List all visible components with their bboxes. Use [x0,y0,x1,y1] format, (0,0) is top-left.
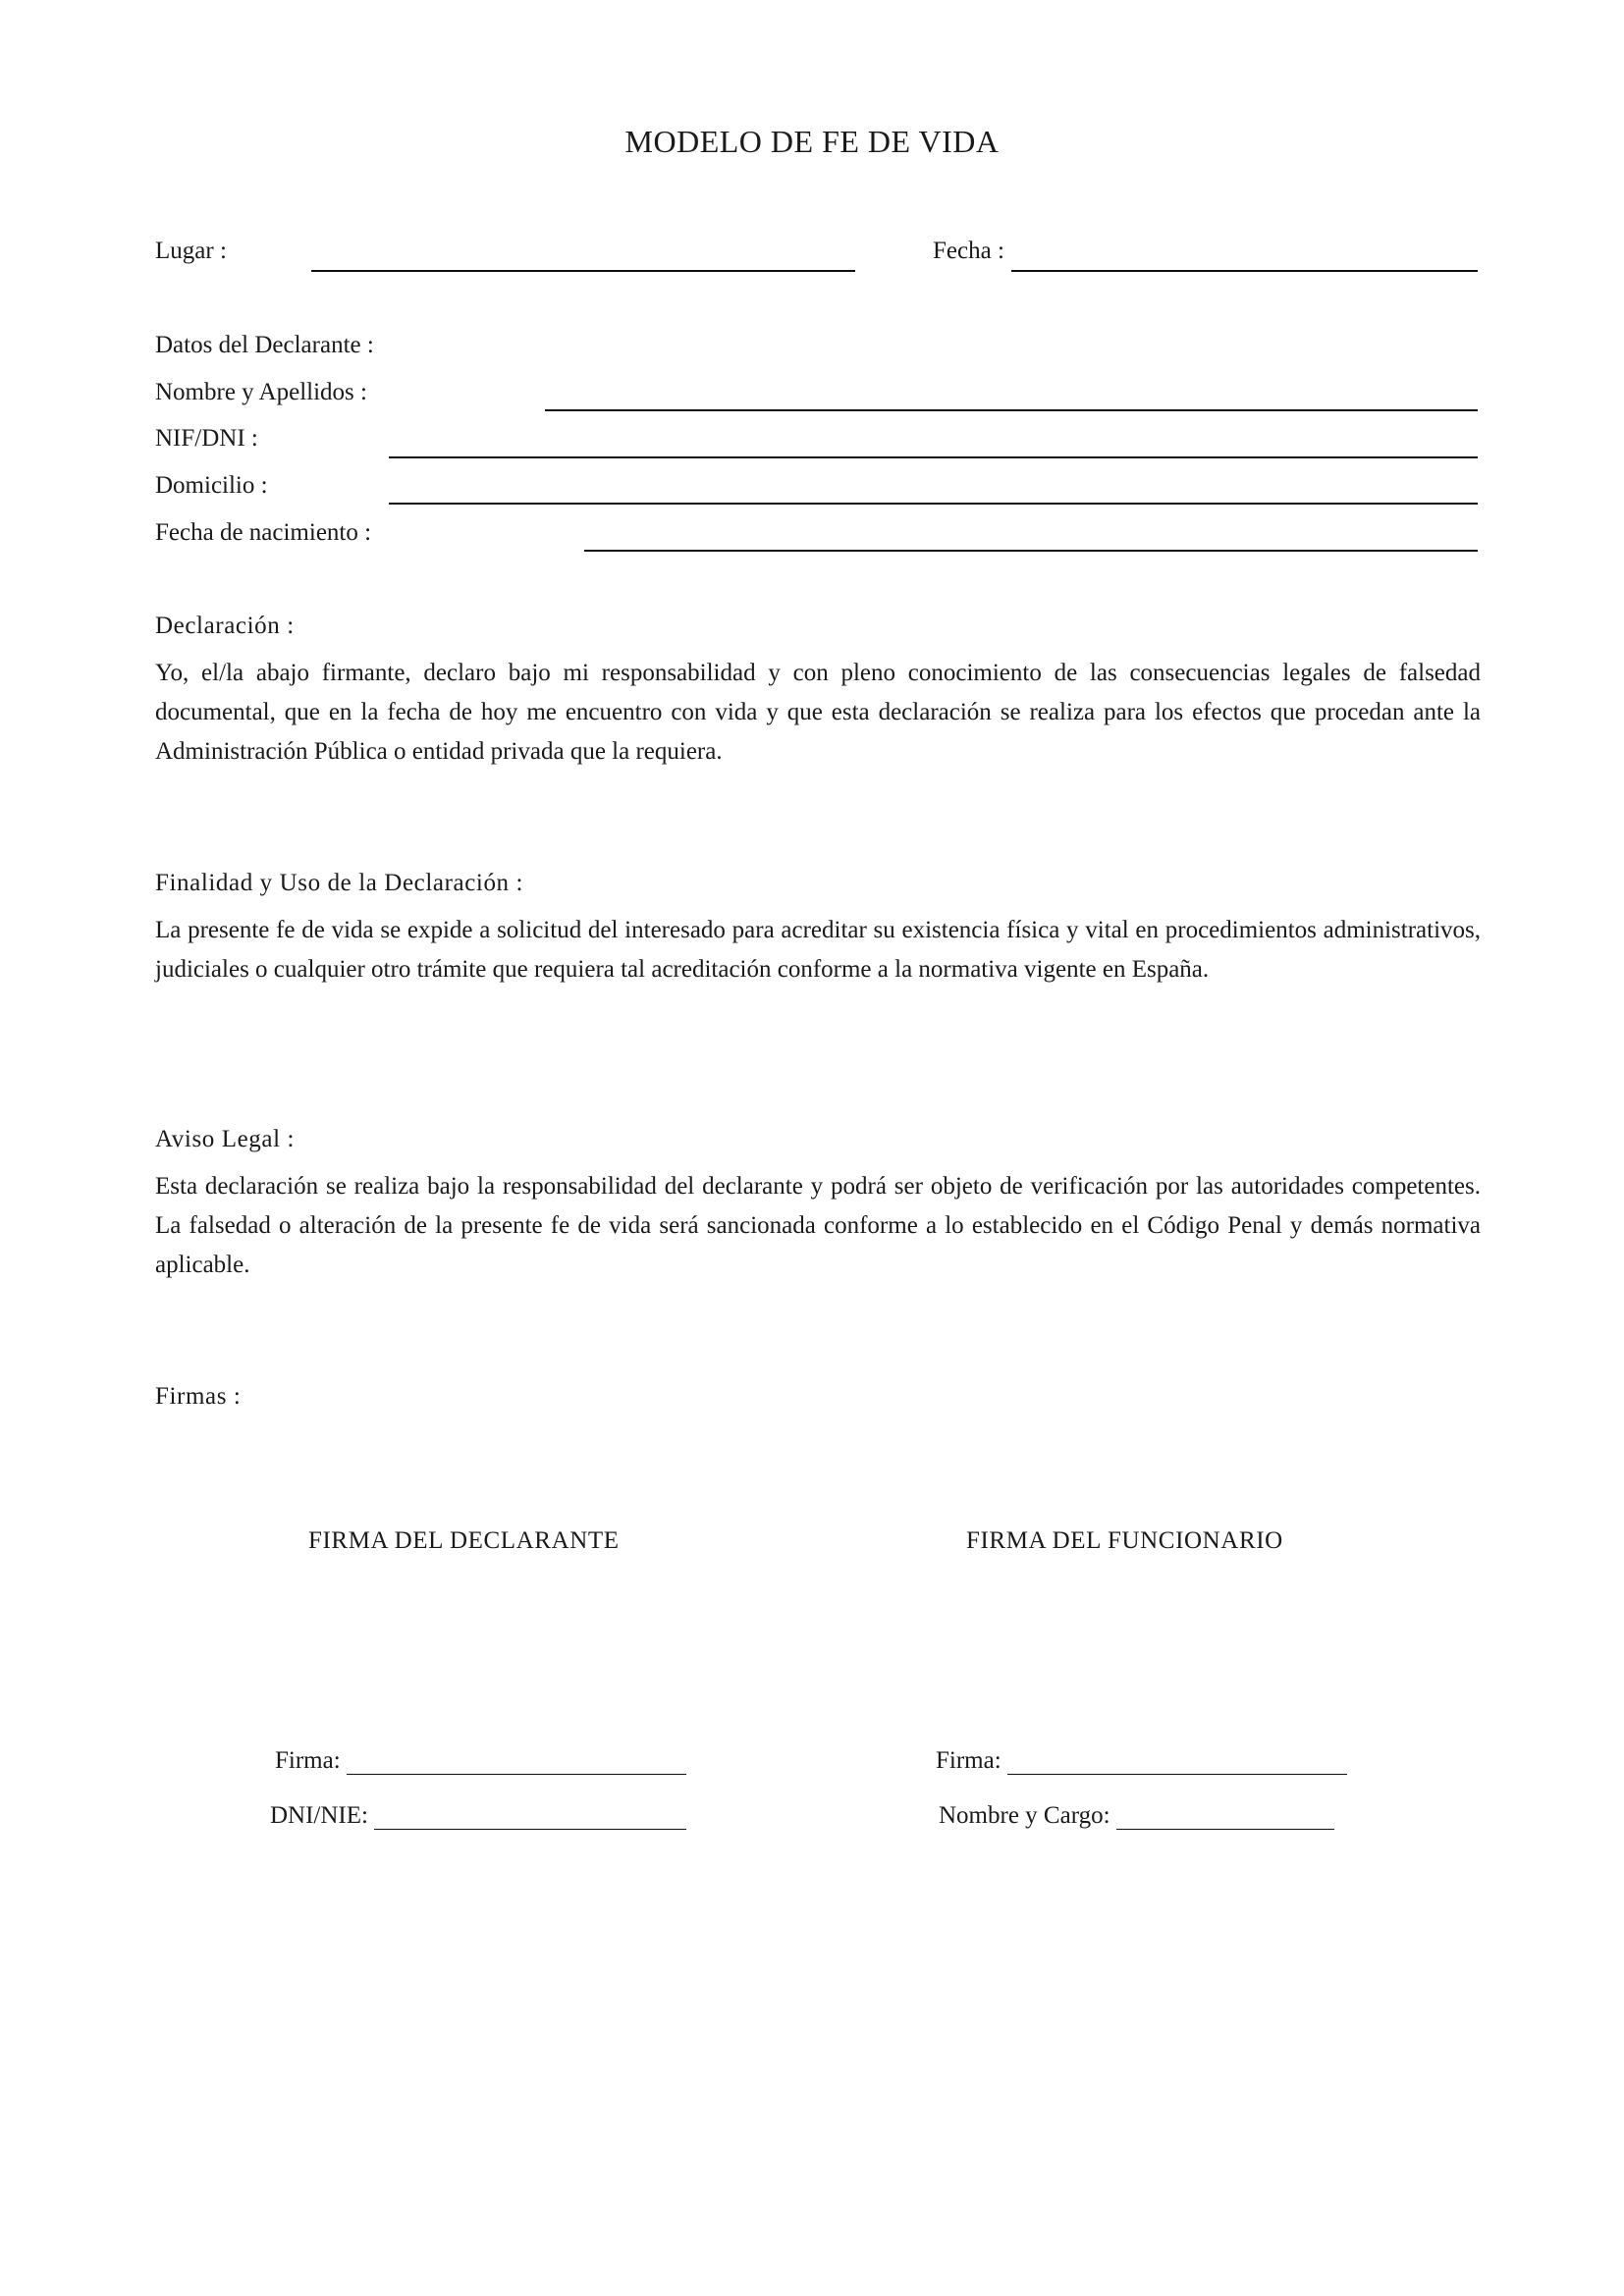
funcionario-firma-row [936,1747,1347,1775]
lugar-label: Lugar : [155,238,227,264]
aviso-text: Esta declaración se realiza bajo la responsabilidad del declarante y podrá ser objeto de verificación por las autoridades competentes. La falsedad o alteración de la presente fe de vida será sancionada conforme a lo establecido en el Código Penal y demás normativa aplicable. [155,1173,1481,1278]
finalidad-heading: Finalidad y Uso de la Declaración : [155,870,524,896]
finalidad-text: La presente fe de vida se expide a solicitud del interesado para acreditar su existencia física y vital en procedimientos administrativos, judiciales o cualquier otro trámite que requiera tal acreditación conforme a la normativa vigente en España. [155,917,1481,983]
nif-label: NIF/DNI : [155,425,258,452]
declarante-dni-label: DNI/NIE: [270,1802,368,1829]
funcionario-cargo-field[interactable] [1116,1805,1334,1830]
declarante-firma-field[interactable] [347,1750,686,1775]
declarante-dni-field[interactable] [374,1805,686,1830]
nacimiento-field[interactable] [584,550,1478,552]
declarante-heading: Datos del Declarante : [155,332,374,358]
fecha-label: Fecha : [933,238,1004,264]
nacimiento-label: Fecha de nacimiento : [155,519,372,546]
funcionario-cargo-label: Nombre y Cargo: [939,1802,1110,1829]
firma-declarante-heading: FIRMA DEL DECLARANTE [308,1527,620,1554]
funcionario-firma-field[interactable] [1007,1750,1347,1775]
nombre-field[interactable] [545,409,1478,411]
declaracion-heading: Declaración : [155,613,295,639]
nombre-label: Nombre y Apellidos : [155,379,367,405]
declarante-firma-label: Firma: [275,1747,341,1774]
funcionario-firma-label: Firma: [936,1747,1001,1774]
page-title: MODELO DE FE DE VIDA [624,124,1000,159]
fecha-field[interactable] [1011,270,1478,272]
lugar-field[interactable] [311,270,855,272]
firma-funcionario-heading: FIRMA DEL FUNCIONARIO [966,1527,1283,1554]
declaracion-text: Yo, el/la abajo firmante, declaro bajo mi responsabilidad y con pleno conocimiento de las consecuencias legales de falsedad documental, que en la fecha de hoy me encuentro con vida y que esta declaración se realiza para los efectos que procedan ante la Administración Pública o entidad privada que la requiera. [155,660,1481,765]
domicilio-field[interactable] [389,503,1478,505]
funcionario-cargo-row [939,1802,1334,1830]
aviso-heading: Aviso Legal : [155,1126,296,1152]
declarante-firma-row [275,1747,686,1775]
firmas-heading: Firmas : [155,1383,242,1410]
declarante-dni-row [270,1802,686,1830]
nif-field[interactable] [389,456,1478,458]
domicilio-label: Domicilio : [155,472,268,499]
